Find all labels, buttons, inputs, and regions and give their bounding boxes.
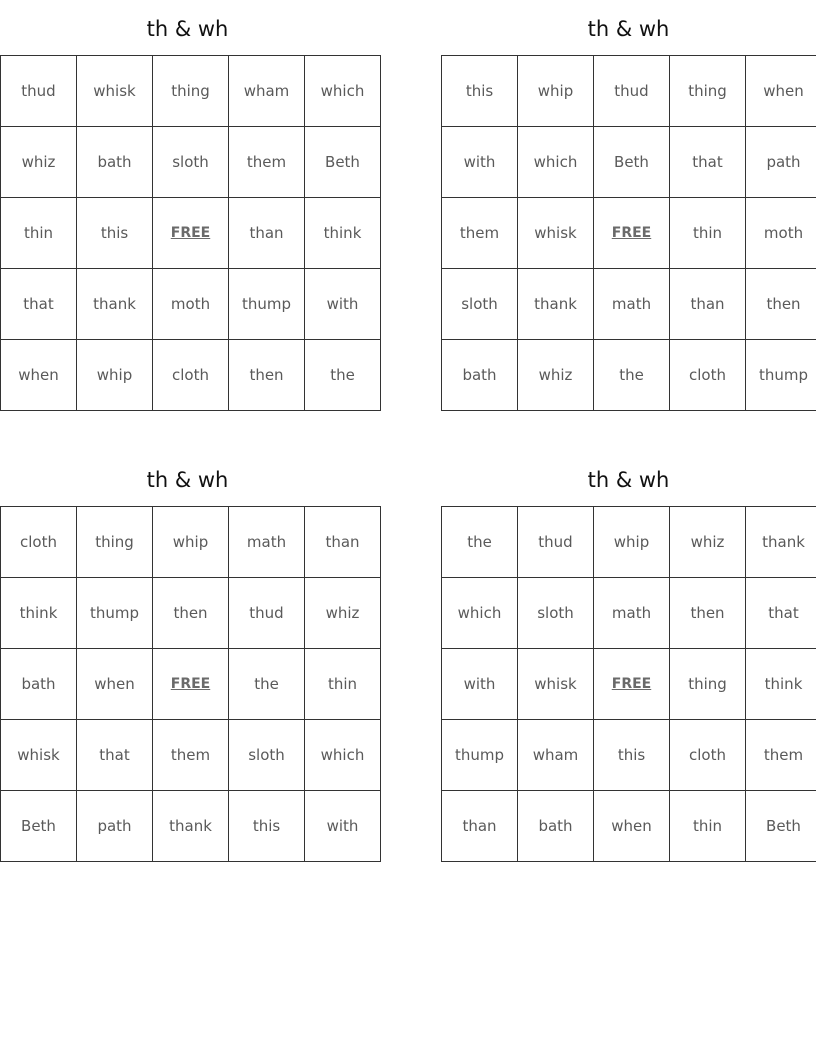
grid-cell: when: [77, 649, 153, 720]
grid-cell: sloth: [229, 720, 305, 791]
grid-cell: with: [442, 649, 518, 720]
card-title: th & wh: [587, 17, 670, 41]
grid-cell: them: [153, 720, 229, 791]
grid-cell: thump: [442, 720, 518, 791]
grid-cell: the: [442, 507, 518, 578]
grid-cell: than: [670, 269, 746, 340]
grid-cell: then: [153, 578, 229, 649]
grid-cell: math: [594, 578, 670, 649]
grid-cell: thump: [229, 269, 305, 340]
grid-cell: which: [305, 720, 381, 791]
grid-row: [1, 269, 381, 340]
grid-cell: thank: [518, 269, 594, 340]
grid-cell: then: [229, 340, 305, 411]
grid-cell: cloth: [1, 507, 77, 578]
grid-cell: thud: [1, 56, 77, 127]
grid-row: [442, 649, 816, 720]
free-space: FREE: [153, 198, 229, 269]
grid-cell: thing: [670, 56, 746, 127]
grid-row: [1, 56, 381, 127]
grid-cell: whip: [594, 507, 670, 578]
grid-cell: think: [305, 198, 381, 269]
grid-cell: when: [746, 56, 816, 127]
grid-cell: whiz: [518, 340, 594, 411]
grid-cell: whisk: [518, 649, 594, 720]
grid-row: [1, 791, 381, 862]
grid-cell: that: [746, 578, 816, 649]
grid-cell: then: [746, 269, 816, 340]
free-space: FREE: [153, 649, 229, 720]
grid-row: [1, 720, 381, 791]
grid-cell: whiz: [670, 507, 746, 578]
grid-row: [1, 578, 381, 649]
grid-cell: with: [442, 127, 518, 198]
free-space: FREE: [594, 649, 670, 720]
grid-cell: them: [746, 720, 816, 791]
grid-cell: sloth: [153, 127, 229, 198]
bingo-grid: [441, 506, 816, 862]
grid-cell: thin: [670, 198, 746, 269]
grid-cell: this: [442, 56, 518, 127]
grid-row: [442, 56, 816, 127]
grid-cell: than: [442, 791, 518, 862]
grid-cell: thud: [594, 56, 670, 127]
grid-row: [442, 198, 816, 269]
grid-cell: thump: [746, 340, 816, 411]
grid-row: [1, 507, 381, 578]
grid-cell: that: [77, 720, 153, 791]
grid-cell: thing: [670, 649, 746, 720]
grid-cell: cloth: [670, 720, 746, 791]
grid-cell: with: [305, 269, 381, 340]
grid-cell: path: [746, 127, 816, 198]
grid-cell: cloth: [670, 340, 746, 411]
grid-cell: the: [594, 340, 670, 411]
grid-row: [442, 269, 816, 340]
grid-row: [1, 649, 381, 720]
grid-cell: then: [670, 578, 746, 649]
grid-cell: with: [305, 791, 381, 862]
grid-cell: wham: [518, 720, 594, 791]
grid-row: [442, 578, 816, 649]
grid-cell: whip: [77, 340, 153, 411]
grid-row: [442, 791, 816, 862]
bingo-grid: [0, 55, 381, 411]
grid-cell: bath: [1, 649, 77, 720]
free-space: FREE: [594, 198, 670, 269]
grid-cell: Beth: [594, 127, 670, 198]
grid-cell: Beth: [305, 127, 381, 198]
grid-row: [1, 127, 381, 198]
grid-cell: which: [305, 56, 381, 127]
grid-cell: that: [670, 127, 746, 198]
grid-cell: which: [442, 578, 518, 649]
grid-cell: Beth: [746, 791, 816, 862]
grid-cell: when: [594, 791, 670, 862]
grid-cell: thank: [77, 269, 153, 340]
grid-cell: bath: [77, 127, 153, 198]
grid-cell: think: [1, 578, 77, 649]
grid-cell: whisk: [1, 720, 77, 791]
grid-row: [442, 507, 816, 578]
grid-cell: math: [229, 507, 305, 578]
grid-cell: the: [305, 340, 381, 411]
card-title: th & wh: [146, 17, 229, 41]
grid-cell: thing: [77, 507, 153, 578]
grid-cell: thing: [153, 56, 229, 127]
bingo-grid: [0, 506, 381, 862]
grid-cell: think: [746, 649, 816, 720]
grid-cell: sloth: [442, 269, 518, 340]
grid-cell: this: [77, 198, 153, 269]
grid-cell: bath: [518, 791, 594, 862]
grid-cell: thank: [746, 507, 816, 578]
grid-cell: sloth: [518, 578, 594, 649]
grid-cell: cloth: [153, 340, 229, 411]
card-title: th & wh: [146, 468, 229, 492]
bingo-grid: [441, 55, 816, 411]
grid-cell: path: [77, 791, 153, 862]
grid-cell: whisk: [77, 56, 153, 127]
grid-cell: whip: [153, 507, 229, 578]
grid-cell: them: [229, 127, 305, 198]
grid-cell: this: [229, 791, 305, 862]
grid-cell: Beth: [1, 791, 77, 862]
grid-cell: moth: [153, 269, 229, 340]
grid-cell: that: [1, 269, 77, 340]
grid-cell: moth: [746, 198, 816, 269]
grid-cell: them: [442, 198, 518, 269]
grid-cell: when: [1, 340, 77, 411]
grid-cell: whiz: [1, 127, 77, 198]
grid-cell: thin: [1, 198, 77, 269]
grid-cell: wham: [229, 56, 305, 127]
grid-cell: thump: [77, 578, 153, 649]
card-title: th & wh: [587, 468, 670, 492]
grid-cell: whiz: [305, 578, 381, 649]
grid-cell: thin: [305, 649, 381, 720]
grid-row: [442, 720, 816, 791]
grid-row: [442, 340, 816, 411]
grid-cell: this: [594, 720, 670, 791]
grid-cell: which: [518, 127, 594, 198]
grid-cell: thud: [229, 578, 305, 649]
grid-cell: the: [229, 649, 305, 720]
grid-cell: thud: [518, 507, 594, 578]
grid-cell: thin: [670, 791, 746, 862]
grid-cell: than: [229, 198, 305, 269]
grid-cell: whisk: [518, 198, 594, 269]
grid-row: [442, 127, 816, 198]
grid-cell: whip: [518, 56, 594, 127]
grid-cell: thank: [153, 791, 229, 862]
grid-row: [1, 340, 381, 411]
grid-cell: than: [305, 507, 381, 578]
grid-cell: bath: [442, 340, 518, 411]
grid-cell: math: [594, 269, 670, 340]
grid-row: [1, 198, 381, 269]
